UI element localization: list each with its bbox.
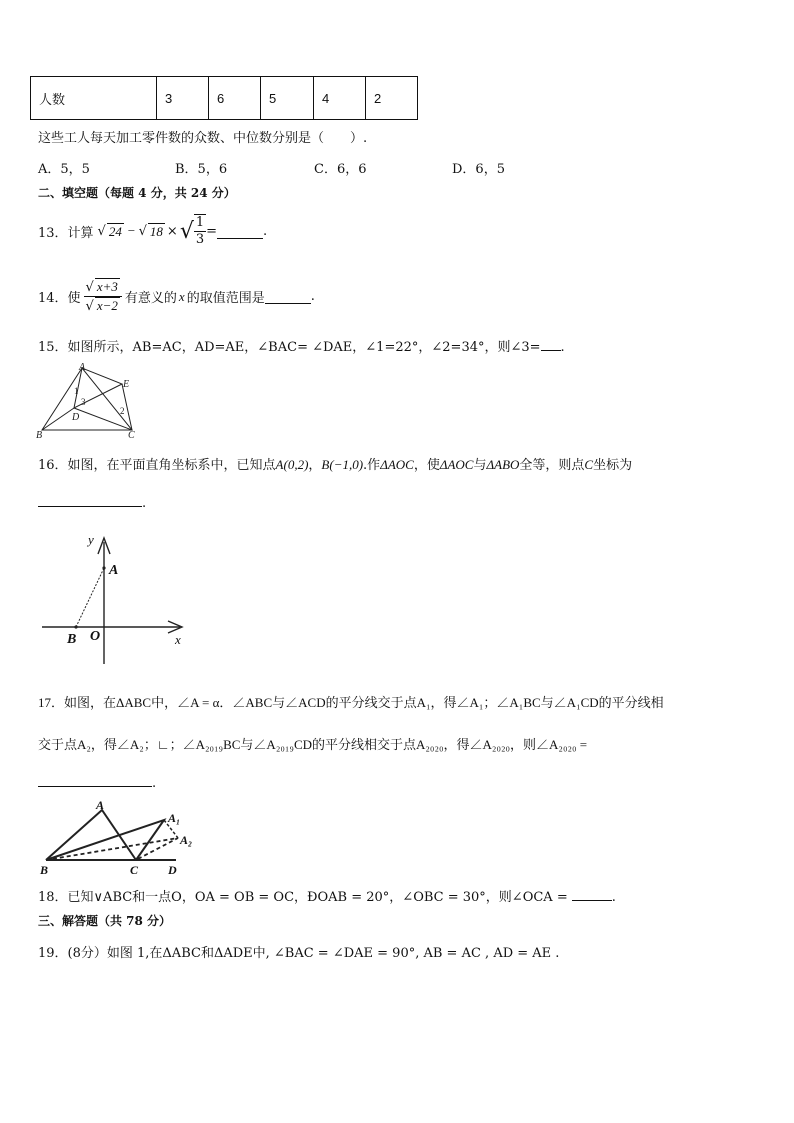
q13-equals: =: [206, 223, 218, 239]
q17-line-1: 17．如图，在ΔABC中，∠A = α．∠ABC与∠ACD的平分线交于点A₁，得∠A₁；∠A₁BC与∠A₁CD的平分线相: [38, 695, 664, 710]
q16-tri-aoc: ΔAOC: [380, 457, 414, 472]
q12-option-b: B．5，6: [175, 162, 228, 177]
table-row-label: 人数: [31, 77, 157, 120]
q16-answer-line: [38, 492, 146, 511]
q16-point-a: A(0,2): [275, 457, 309, 472]
q14-num-expr: x+3: [96, 279, 118, 294]
label-c: C: [130, 863, 139, 877]
label-b: B: [40, 863, 49, 877]
label-e: E: [123, 379, 130, 390]
table-cell: 6: [209, 77, 261, 120]
q16-coordinate-figure: [36, 530, 196, 670]
label-b: B: [36, 430, 43, 440]
q17-answer-blank[interactable]: [38, 772, 152, 787]
q12-option-a: A．5，5: [38, 162, 90, 177]
label-a: A: [96, 798, 105, 812]
q13: 13．计算 √ 24 − √ 18 × √ $\frac{1}{3}$ = .: [38, 215, 268, 247]
q14-den-expr: x−2: [96, 298, 118, 313]
label-a: A: [79, 362, 86, 373]
q15-text: 15．如图所示，AB=AC，AD=AE，∠BAC= ∠DAE，∠1=22°，∠2=34°，则∠3=: [38, 340, 541, 355]
q14-answer-blank[interactable]: [265, 289, 311, 304]
label-d: D: [168, 863, 177, 877]
q15-end: .: [560, 340, 565, 355]
q16-tri-abo: ΔABO: [486, 457, 520, 472]
q14-label: 14．使: [38, 291, 81, 306]
origin-label: O: [90, 629, 101, 644]
q18-text-line: [38, 886, 616, 905]
q13-label: 13．计算: [38, 225, 94, 241]
q16-text-1: 16．如图，在平面直角坐标系中，已知点: [38, 458, 276, 473]
q17-answer-line: [38, 772, 156, 791]
q13-radicand-a: 24: [108, 223, 122, 239]
section-title-fill-in: 二、填空题（每题 4 分，共 24 分）: [38, 186, 236, 200]
q16-point-b: B(−1,0): [321, 457, 364, 472]
table-cell: 3: [157, 77, 209, 120]
table-cell: 4: [314, 77, 366, 120]
q12-option-c: C．6，6: [314, 162, 367, 177]
q16-answer-blank[interactable]: [38, 492, 142, 507]
q14-end: .: [310, 289, 315, 304]
point-b-dot: [74, 625, 77, 628]
table-row: [31, 77, 418, 120]
label-c: C: [128, 430, 135, 440]
q13-frac-den: 3: [195, 232, 205, 247]
q16-tri-aoc-2: ΔAOC: [439, 457, 474, 472]
q13-frac-num: 1: [195, 215, 205, 230]
q16-text-4: 与: [473, 458, 487, 473]
label-a2: A₂: [180, 833, 193, 847]
q12-stem: 这些工人每天加工零件数的众数、中位数分别是（ ）.: [38, 131, 368, 146]
q19-text: 19．(8分）如图 1,在ΔABC和ΔADE中, ∠BAC = ∠DAE = 90°, AB = AC , AD = AE .: [38, 946, 560, 961]
q17-end: .: [152, 776, 157, 791]
angle-2-label: 2: [120, 406, 125, 416]
point-a-label: A: [109, 563, 119, 578]
angle-3-label: 3: [81, 397, 86, 407]
y-axis-label: y: [88, 532, 94, 547]
q14-tail2: 的取值范围是: [186, 291, 265, 306]
q16-text-5: 全等，则点: [519, 458, 585, 473]
q14-var: x: [178, 288, 185, 304]
q13-answer-blank[interactable]: [217, 224, 263, 239]
workers-count-table: [30, 76, 418, 120]
q17-figure: [38, 798, 198, 882]
label-a1: A₁: [168, 811, 181, 825]
q18-text: 18．已知∨ABC和一点O，OA = OB = OC，ÐOAB = 20°，∠OBC = 30°，则∠OCA =: [38, 890, 568, 905]
q14-tail: 有意义的: [124, 291, 177, 306]
x-axis-label: x: [175, 632, 181, 647]
q16-text-line: [38, 454, 632, 473]
point-b-label: B: [67, 632, 77, 647]
q16-point-c: C: [584, 457, 594, 472]
q16-text-3: ，使: [413, 458, 440, 473]
q15-answer-blank[interactable]: [541, 336, 561, 351]
q18-answer-blank[interactable]: [572, 886, 612, 901]
table-cell: 5: [261, 77, 314, 120]
angle-1-label: 1: [74, 386, 79, 396]
segment-ab: [76, 568, 104, 627]
q13-radicand-b: 18: [149, 223, 163, 239]
q15-text-line: [38, 336, 565, 355]
q16-sep: ，: [308, 458, 322, 473]
section-title-solutions: 三、解答题（共 78 分）: [38, 914, 172, 928]
q18-end: .: [611, 890, 616, 905]
q14: 14．使 $\frac{√ x+3}{√ x-2}$ 有意义的 x 的取值范围是 .: [38, 279, 315, 314]
point-a-dot: [102, 566, 105, 569]
q16-text-2: .作: [363, 458, 381, 473]
label-d: D: [72, 412, 80, 423]
q16-end: .: [142, 496, 147, 511]
q17-line-2: 交于点A₂，得∠A₂；∟；∠A₂₀₁₉BC与∠A₂₀₁₉CD的平分线相交于点A₂₀₂₀，得∠A₂₀₂₀，则∠A₂₀₂₀ =: [38, 737, 588, 752]
table-cell: 2: [366, 77, 418, 120]
q16-text-6: 坐标为: [593, 458, 633, 473]
q15-figure: [34, 362, 144, 440]
segment-bd: [42, 408, 74, 430]
q12-option-d: D．6，5: [452, 162, 505, 177]
